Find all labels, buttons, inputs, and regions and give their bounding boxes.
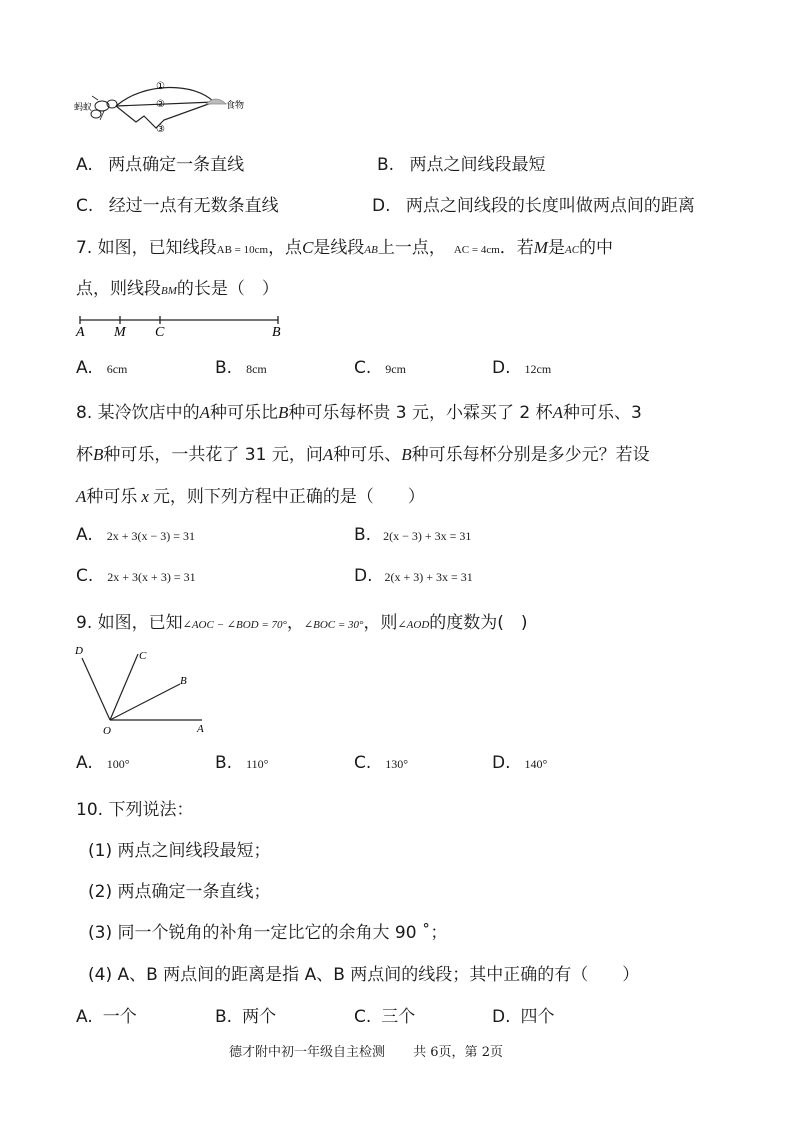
q10-option-d[interactable]: D. 四个 [492,1007,555,1027]
q6-option-c[interactable] [76,191,279,216]
q10-statement-4: (4) A、B 两点间的距离是指 A、B 两点间的线段；其中正确的有（ ） [88,965,640,985]
footer-school: 德才附中初一年级自主检测 [229,1045,386,1060]
q9-option-a[interactable]: A. 100° [76,753,130,773]
path-1-label: ① [156,81,165,92]
path-2-segment [116,102,214,106]
q7-option-b[interactable]: B. 8cm [215,358,267,378]
option-letter: D. [372,196,391,216]
ant-path-figure [74,76,254,136]
q7-stem-line-1: 7. 如图，已知线段AB = 10cm，点C是线段AB上一点， AC = 4cm．若M是AC的中 [76,238,614,258]
point-m-label: M [114,325,126,340]
option-letter: C. [76,196,94,216]
ray-oc [110,654,138,720]
q10-option-a[interactable]: A. 一个 [76,1007,137,1027]
q7-option-c[interactable]: C. 9cm [354,358,406,378]
ray-od [82,658,110,720]
q7-option-d[interactable]: D. 12cm [492,358,552,378]
point-d-label: D [75,645,83,657]
q6-option-b[interactable] [377,150,545,175]
point-b-label: B [272,325,281,340]
option-text: 经过一点有无数条直线 [108,196,279,216]
q8-stem-line-1: 8. 某冷饮店中的A种可乐比B种可乐每杯贵 3 元，小霖买了 2 杯A种可乐、3 [76,403,642,423]
q9-angle-figure [72,642,214,738]
q9-option-c[interactable]: C. 130° [354,753,409,773]
path-3-label: ③ [156,124,165,135]
q8-option-a[interactable]: A. 2x + 3(x − 3) = 31 [76,525,196,545]
q10-statement-2: (2) 两点确定一条直线； [88,882,271,902]
food-icon [206,99,226,104]
ray-ob [110,684,180,720]
path-2-label: ② [156,99,165,110]
option-letter: B. [377,155,395,175]
point-a-label: A [76,325,85,340]
option-letter: A. [76,155,93,175]
page-footer [229,1041,503,1060]
option-text: 两点之间线段最短 [409,155,546,175]
point-b-label: B [180,675,187,687]
point-o-label: O [103,725,111,737]
path-1-arc [116,87,214,106]
q8-stem-line-2: 杯B种可乐，一共花了 31 元，问A种可乐、B种可乐每杯分别是多少元？若设 [76,445,650,465]
option-text: 两点确定一条直线 [108,155,245,175]
q10-statement-3: (3) 同一个锐角的补角一定比它的余角大 90 ˚； [88,923,448,943]
q8-stem-line-3: A种可乐 x 元，则下列方程中正确的是（ ） [76,487,425,507]
q10-title: 10. 下列说法： [76,800,194,820]
q8-option-b[interactable]: B. 2(x − 3) + 3x = 31 [354,525,472,545]
q7-option-a[interactable]: A. 6cm [76,358,128,378]
food-label: 食物 [226,100,245,110]
point-c-label: C [155,325,165,340]
q7-stem-line-2: 点，则线段BM的长是（ ） [76,279,279,299]
q10-option-c[interactable]: C. 三个 [354,1007,416,1027]
point-c-label: C [139,650,147,662]
option-text: 两点之间线段的长度叫做两点间的距离 [405,196,695,216]
ant-label: 蚂蚁 [74,102,93,112]
ant-icon [91,96,117,120]
point-a-label: A [197,723,204,735]
q9-stem: 9. 如图，已知∠AOC − ∠BOD = 70°，∠BOC = 30°，则∠AOD的度数为( ) [76,613,528,633]
q9-option-d[interactable]: D. 140° [492,753,548,773]
q10-option-b[interactable]: B. 两个 [215,1007,277,1027]
q7-segment-figure [74,312,286,340]
footer-pages: 共 6页，第 2页 [413,1045,503,1060]
q6-option-d[interactable] [372,191,695,216]
q10-statement-1: (1) 两点之间线段最短； [88,841,271,861]
q9-option-b[interactable]: B. 110° [215,753,269,773]
q6-option-a[interactable] [76,150,244,175]
q8-option-c[interactable]: C. 2x + 3(x + 3) = 31 [76,566,196,586]
q8-option-d[interactable]: D. 2(x + 3) + 3x = 31 [354,566,473,586]
